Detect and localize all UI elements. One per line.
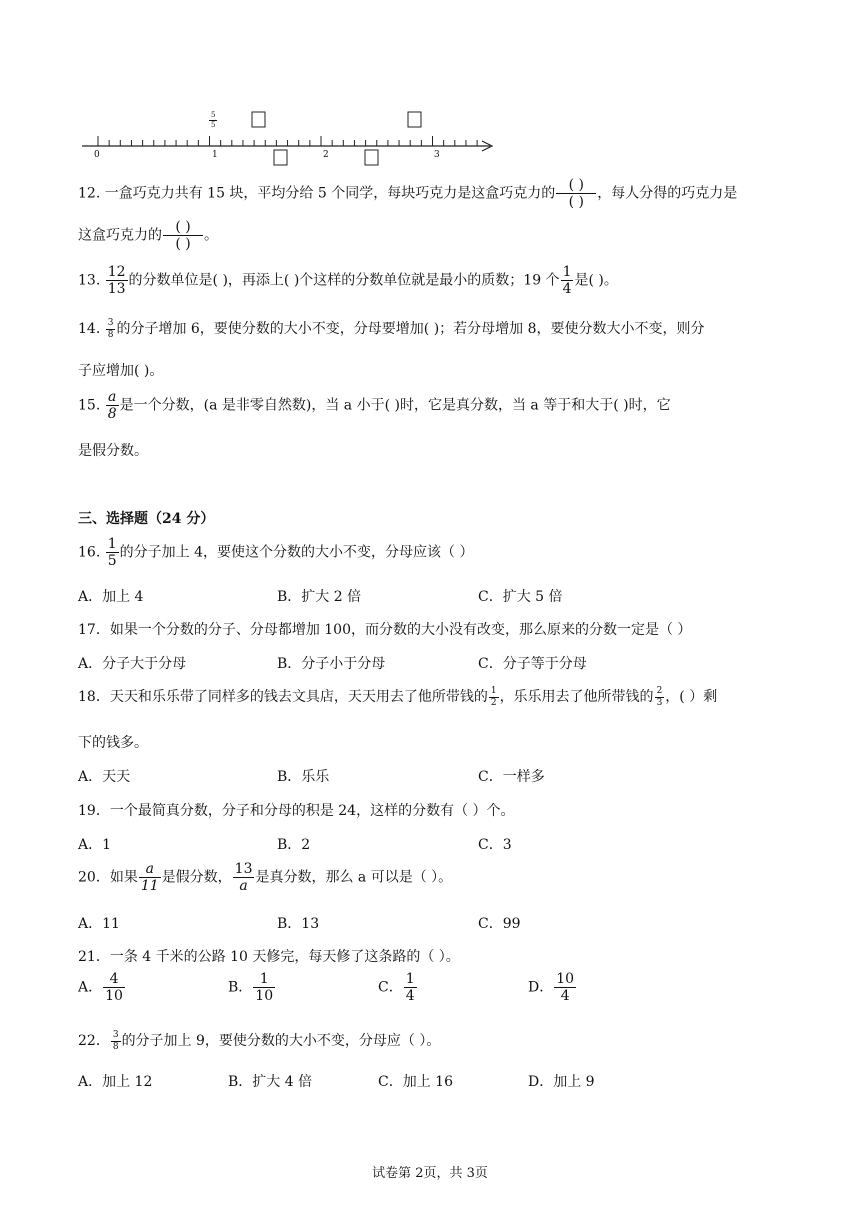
option-b[interactable]: B．乐乐 <box>277 769 330 785</box>
option-a[interactable]: A．加上 12 <box>78 1074 153 1090</box>
option-a[interactable]: A．1 <box>78 837 112 853</box>
option-b[interactable]: B．13 <box>277 916 320 932</box>
question-21: 21．一条 4 千米的公路 10 天修完，每天修了这条路的（ ）。 <box>78 949 460 965</box>
question-16: 16. $\frac{1}{5}$ 的分子加上 4，要使这个分数的大小不变，分母应该（ ） <box>78 536 474 569</box>
question-15-line1: 15. $\frac{a}{8}$ 是一个分数，(a 是非零自然数)，当 a 小于( )时，它是真分数，当 a 等于和大于( )时，它 <box>78 389 671 422</box>
question-19: 19．一个最简真分数，分子和分母的积是 24，这样的分数有（ ）个。 <box>78 803 515 819</box>
option-b[interactable]: B．扩大 4 倍 <box>228 1074 313 1090</box>
option-a[interactable]: A．加上 4 <box>78 589 144 605</box>
option-b[interactable]: B． $\frac{1}{10}$ <box>228 971 274 1004</box>
option-c[interactable]: C．分子等于分母 <box>478 656 587 672</box>
option-c[interactable]: C．扩大 5 倍 <box>478 589 563 605</box>
option-b[interactable]: B．2 <box>277 837 311 853</box>
option-c[interactable]: C．一样多 <box>478 769 545 785</box>
question-18-line1: 18．天天和乐乐带了同样多的钱去文具店，天天用去了他所带钱的 $\frac{1}{2}$ ，乐乐用去了他所带钱的 $\frac{2}{3}$ ，( ）剩 <box>78 685 718 708</box>
question-14-line1: 14. $\frac{3}{8}$ 的分子增加 6，要使分数的大小不变，分母要增加( )；若分母增加 8，要使分数大小不变，则分 <box>78 317 705 340</box>
question-12-line2: 这盒巧克力的 $\frac{( )}{( )}$ 。 <box>78 219 218 252</box>
page-footer: 试卷第 2页，共 3页 <box>372 1166 488 1181</box>
option-a[interactable]: A．11 <box>78 916 120 932</box>
blank-fraction[interactable]: $\frac{( )}{( )}$ <box>163 220 203 251</box>
section-heading: 三、选择题（24 分） <box>78 511 215 527</box>
numberline-label-2: 2 <box>323 150 329 160</box>
option-d[interactable]: D． $\frac{10}{4}$ <box>528 971 575 1004</box>
numberline-label-3: 3 <box>434 150 440 160</box>
blank-fraction[interactable]: $\frac{( )}{( )}$ <box>556 178 596 209</box>
answer-box-3 <box>274 150 287 165</box>
option-c[interactable]: C．99 <box>478 916 521 932</box>
option-c[interactable]: C．3 <box>478 837 512 853</box>
numberline-fraction: $\frac{5}{5}$ <box>211 111 216 129</box>
question-15-line2: 是假分数。 <box>78 443 148 459</box>
option-d[interactable]: D．加上 9 <box>528 1074 595 1090</box>
question-18-line2: 下的钱多。 <box>78 735 148 751</box>
answer-box-4 <box>365 150 378 165</box>
answer-box-2 <box>408 112 421 127</box>
option-a[interactable]: A．天天 <box>78 769 131 785</box>
option-c[interactable]: C． $\frac{1}{4}$ <box>378 971 415 1004</box>
option-c[interactable]: C．加上 16 <box>378 1074 453 1090</box>
question-22: 22． $\frac{3}{8}$ 的分子加上 9，要使分数的大小不变，分母应（ ）。 <box>78 1029 441 1052</box>
answer-box-1 <box>252 112 265 127</box>
question-20: 20．如果 $\frac{a}{11}$ 是假分数， $\frac{13}{a}$ 是真分数，那么 a 可以是（ ）。 <box>78 861 453 894</box>
question-13: 13. $\frac{12}{13}$ 的分数单位是( )，再添上( )个这样的分数单位就是最小的质数；19 个 $\frac{1}{4}$ 是( )。 <box>78 264 618 297</box>
numberline-label-0: 0 <box>94 150 100 160</box>
option-b[interactable]: B．扩大 2 倍 <box>277 589 362 605</box>
option-a[interactable]: A． $\frac{4}{10}$ <box>78 971 123 1004</box>
numberline-label-1: 1 <box>212 150 218 160</box>
question-14-line2: 子应增加( )。 <box>78 363 164 379</box>
question-12-line1: 12. 一盒巧克力共有 15 块，平均分给 5 个同学，每块巧克力是这盒巧克力的 $\frac{( )}{( )}$ ，每人分得的巧克力是 <box>78 177 738 210</box>
question-17: 17．如果一个分数的分子、分母都增加 100，而分数的大小没有改变，那么原来的分数一定是（ ） <box>78 622 692 638</box>
option-b[interactable]: B．分子小于分母 <box>277 656 386 672</box>
option-a[interactable]: A．分子大于分母 <box>78 656 187 672</box>
number-line <box>0 0 860 170</box>
